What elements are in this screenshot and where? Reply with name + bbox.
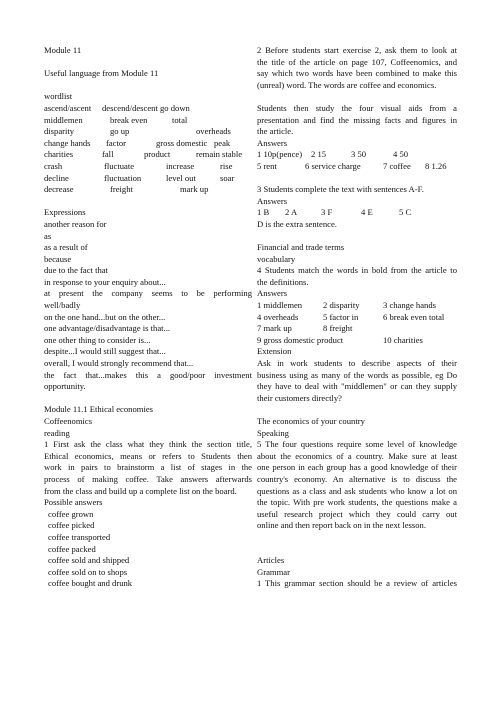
expression-item: overall, I would strongly recommend that... — [44, 358, 194, 369]
answers-row — [257, 207, 457, 219]
text-line: Students then study the four visual aids from a — [257, 102, 457, 113]
text-line: say which two words have been combined to make this — [257, 68, 457, 79]
wordlist-cell: remain stable — [196, 149, 243, 160]
wordlist-row — [44, 103, 252, 115]
articles-heading: Articles — [257, 555, 285, 566]
expression-item-wrapped — [44, 370, 252, 393]
expression-item: on the one hand...but on the other... — [44, 311, 166, 322]
expression-item: another reason for — [44, 218, 107, 229]
exercise-5-paragraph — [257, 439, 457, 532]
expression-item: despite...I would still suggest that... — [44, 346, 166, 357]
text-line: the title of the article on page 107, Coffeenomics, and — [257, 56, 457, 67]
answer-item: coffee grown — [48, 508, 94, 519]
answers-row — [257, 300, 457, 312]
text-line: 1 This grammar section should be a review of articles — [257, 578, 457, 589]
answer-item: coffee packed — [48, 543, 96, 554]
wordlist-row — [44, 161, 252, 173]
text-line: useful research project which they could carry out — [257, 508, 457, 519]
wordlist-cell: break even — [110, 114, 148, 125]
wordlist-table — [44, 103, 252, 196]
wordlist-cell: peak — [214, 137, 231, 148]
text-line: about the economics of a country. Make sure at least — [257, 450, 457, 461]
expression-item: in response to your enquiry about... — [44, 276, 166, 287]
reading-heading: reading — [44, 427, 70, 438]
wordlist-cell: disparity — [44, 126, 75, 137]
text-line: the article. — [257, 126, 294, 137]
wordlist-cell: decrease — [44, 184, 74, 195]
wordlist-cell: fall — [102, 149, 114, 160]
answer-cell: 1 B — [257, 207, 270, 218]
sub-heading: Coffeenomics — [44, 416, 93, 426]
answers-heading: Answers — [257, 137, 288, 148]
answers-heading: Answers — [257, 288, 288, 299]
text-line: the topic. With pre work students, the questions make a — [257, 497, 457, 508]
answer-item: coffee bought and drunk — [48, 578, 133, 589]
text-line: Ethical economics, means or refers to Students then — [44, 450, 252, 461]
answer-cell: 2 A — [285, 207, 298, 218]
expressions-heading: Expressions — [44, 207, 86, 218]
text-line: questions as a class and ask students who know a lot on — [257, 485, 457, 496]
answer-cell: 4 E — [361, 207, 373, 218]
exercise-3-text: 3 Students complete the text with sentences A-F. — [257, 184, 424, 195]
exercise-2-paragraph-b — [257, 103, 457, 138]
grammar-heading: Grammar — [257, 566, 290, 577]
answer-cell — [383, 323, 457, 335]
text-line: work in pairs to brainstorm a list of stages in the — [44, 462, 252, 473]
answer-cell: 10 charities — [383, 334, 423, 345]
wordlist-row — [44, 126, 252, 138]
wordlist-cell: soar — [220, 172, 235, 183]
text-line: their customers directly? — [257, 392, 342, 403]
expression-item: as a result of — [44, 242, 88, 253]
text-line: well/badly — [44, 300, 81, 311]
answers-row — [257, 312, 457, 324]
answers-heading: Answers — [257, 195, 288, 206]
answer-cell: 6 break even total — [383, 311, 445, 322]
exercise-2-paragraph — [257, 45, 457, 91]
text-line: presentation and find the missing facts and figures in — [257, 114, 457, 125]
answer-item: coffee sold and shipped — [48, 555, 130, 566]
wordlist-row — [44, 138, 252, 150]
wordlist-row — [44, 115, 252, 127]
wordlist-cell: go down — [160, 102, 190, 113]
expression-item: one advantage/disadvantage is that... — [44, 323, 170, 334]
text-line: Ask in work students to describe aspects of their — [257, 358, 457, 369]
text-line: at present the company seems to be performing — [44, 288, 252, 299]
wordlist-row — [44, 173, 252, 185]
vocabulary-heading: vocabulary — [257, 253, 296, 264]
answer-cell: 8 freight — [323, 323, 353, 334]
module-title: Module 11 — [44, 45, 82, 55]
wordlist-cell: ascend/ascent — [44, 102, 92, 113]
wordlist-cell: mark up — [180, 184, 209, 195]
answer-cell: 5 C — [399, 207, 412, 218]
wordlist-row — [44, 149, 252, 161]
text-line: 2 Before students start exercise 2, ask them to look at — [257, 45, 457, 55]
answers-row — [257, 161, 457, 173]
text-line: country's economy. An alternative is to discuss the — [257, 473, 457, 484]
expression-item-wrapped — [44, 288, 252, 311]
economics-heading: The economics of your country — [257, 416, 365, 426]
reading-paragraph — [44, 439, 252, 497]
text-line: 1 First ask the class what they think the section title, — [44, 439, 252, 450]
extension-paragraph — [257, 358, 457, 404]
section-heading: Module 11.1 Ethical economies — [44, 404, 153, 415]
text-line: online and then report back on in the next lesson. — [257, 520, 426, 531]
answers-row — [257, 323, 457, 335]
left-column — [44, 45, 252, 590]
answer-cell: 1 middlemen — [257, 300, 303, 311]
text-line: one person in each group has a good knowledge of their — [257, 462, 457, 473]
answer-cell: 3 50 — [351, 149, 367, 160]
answer-cell: 2 disparity — [323, 300, 360, 311]
answer-cell: 1 10p(pence) — [257, 149, 303, 160]
answer-cell: 4 overheads — [257, 311, 299, 322]
exercise-4-paragraph — [257, 265, 457, 288]
wordlist-cell: level out — [166, 172, 196, 183]
useful-language-heading: Useful language from Module 11 — [44, 68, 159, 79]
answer-cell: 5 factor in — [323, 311, 359, 322]
wordlist-cell: charities — [44, 149, 74, 160]
answer-cell: 8 1.26 — [425, 160, 447, 171]
wordlist-cell: fluctuate — [104, 160, 135, 171]
expression-item: as — [44, 230, 52, 241]
wordlist-cell: crash — [44, 160, 63, 171]
answer-cell: 3 change hands — [383, 300, 436, 311]
text-line: business using as many of the words as possible, eg Do — [257, 369, 457, 380]
wordlist-cell: gross domestic — [156, 137, 208, 148]
expression-item: one other thing to consider is... — [44, 334, 151, 345]
answer-cell: 2 15 — [311, 149, 327, 160]
wordlist-cell — [212, 103, 252, 115]
answer-cell — [433, 149, 457, 161]
text-line: the definitions. — [257, 276, 309, 287]
wordlist-heading: wordlist — [44, 91, 73, 102]
wordlist-cell: descend/descent — [102, 102, 158, 113]
text-line: the fact that...makes this a good/poor investment — [44, 369, 252, 380]
wordlist-row — [44, 184, 252, 196]
wordlist-cell: product — [144, 149, 171, 160]
extension-heading: Extension — [257, 346, 292, 357]
wordlist-cell: fluctuation — [104, 172, 142, 183]
wordlist-cell: overheads — [196, 126, 231, 137]
text-line: 4 Students match the words in bold from the article to — [257, 265, 457, 276]
answer-cell: 4 50 — [393, 149, 409, 160]
financial-terms-heading: Financial and trade terms — [257, 242, 345, 253]
wordlist-cell: increase — [166, 160, 195, 171]
wordlist-cell: total — [172, 114, 188, 125]
text-line: 5 The four questions require some level of knowledge — [257, 439, 457, 450]
wordlist-cell: rise — [220, 160, 233, 171]
answer-item: coffee transported — [48, 531, 111, 542]
wordlist-cell: factor — [106, 137, 127, 148]
answer-item: coffee sold on to shops — [48, 566, 128, 577]
wordlist-cell: decline — [44, 172, 69, 183]
answers-row — [257, 149, 457, 161]
answer-cell: 9 gross domestic product — [257, 334, 344, 345]
answer-cell: 6 service charge — [305, 160, 361, 171]
answer-cell: 7 coffee — [383, 160, 411, 171]
possible-answers-heading: Possible answers — [44, 497, 103, 508]
right-column — [257, 45, 457, 590]
speaking-heading: Speaking — [257, 427, 289, 438]
answer-cell: 3 F — [321, 207, 333, 218]
wordlist-cell: go up — [110, 126, 130, 137]
wordlist-cell: freight — [110, 184, 133, 195]
answers-row — [257, 335, 457, 347]
text-line: process of making coffee. Take answers afterwards — [44, 473, 252, 484]
extra-sentence-note: D is the extra sentence. — [257, 218, 337, 229]
answer-cell: 5 rent — [257, 160, 277, 171]
wordlist-cell: change hands — [44, 137, 91, 148]
expression-item: because — [44, 253, 72, 264]
answer-cell: 7 mark up — [257, 323, 292, 334]
expression-item: due to the fact that — [44, 265, 108, 276]
text-line: opportunity. — [44, 381, 86, 392]
text-line: from the class and build up a complete list on the board. — [44, 485, 237, 496]
text-line: they have to deal with "middlemen" or can they supply — [257, 381, 457, 392]
answer-item: coffee picked — [48, 520, 95, 531]
grammar-paragraph — [257, 578, 457, 590]
text-line: (unreal) word. The words are coffee and economics. — [257, 79, 437, 90]
wordlist-cell: middlemen — [44, 114, 83, 125]
